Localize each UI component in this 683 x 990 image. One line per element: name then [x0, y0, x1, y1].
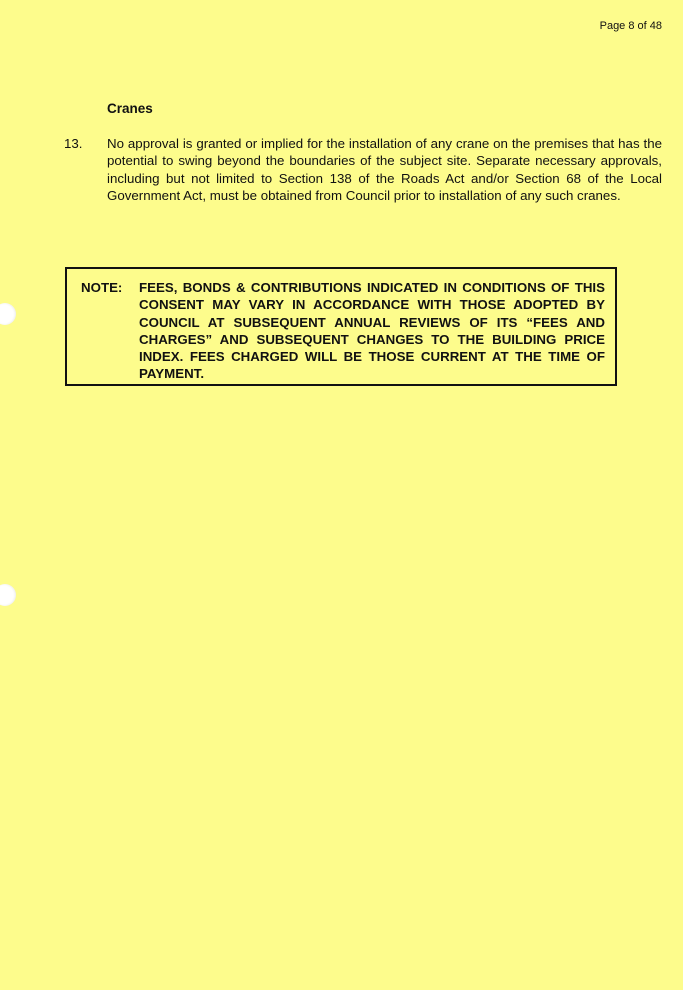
- note-content: [81, 279, 605, 383]
- note-box: [65, 267, 617, 386]
- section-heading: Cranes: [107, 101, 153, 116]
- condition-text: No approval is granted or implied for the installation of any crane on the premises that has the potential to swing beyond the boundaries of the subject site. Separate necessary approvals, including but not limited to Section 138 of the Roads Act and/or Section 68 of the Local Government Act, must be obtained from Council prior to installation of any such cranes.: [107, 136, 662, 203]
- punch-hole-top: [0, 303, 16, 325]
- page-number: Page 8 of 48: [599, 20, 662, 32]
- punch-hole-bottom: [0, 584, 16, 606]
- condition-number: 13.: [64, 136, 83, 151]
- note-text: FEES, BONDS & CONTRIBUTIONS INDICATED IN CONDITIONS OF THIS CONSENT MAY VARY IN ACCORDANCE WITH THOSE ADOPTED BY COUNCIL AT SUBSEQUENT ANNUAL REVIEWS OF ITS “FEES AND CHARGES” AND SUBSEQUENT CHANGES TO THE BUILDING PRICE INDEX. FEES CHARGED WILL BE THOSE CURRENT AT THE TIME OF PAYMENT.: [139, 280, 605, 382]
- condition-item: [64, 135, 662, 204]
- note-label: NOTE:: [81, 280, 123, 295]
